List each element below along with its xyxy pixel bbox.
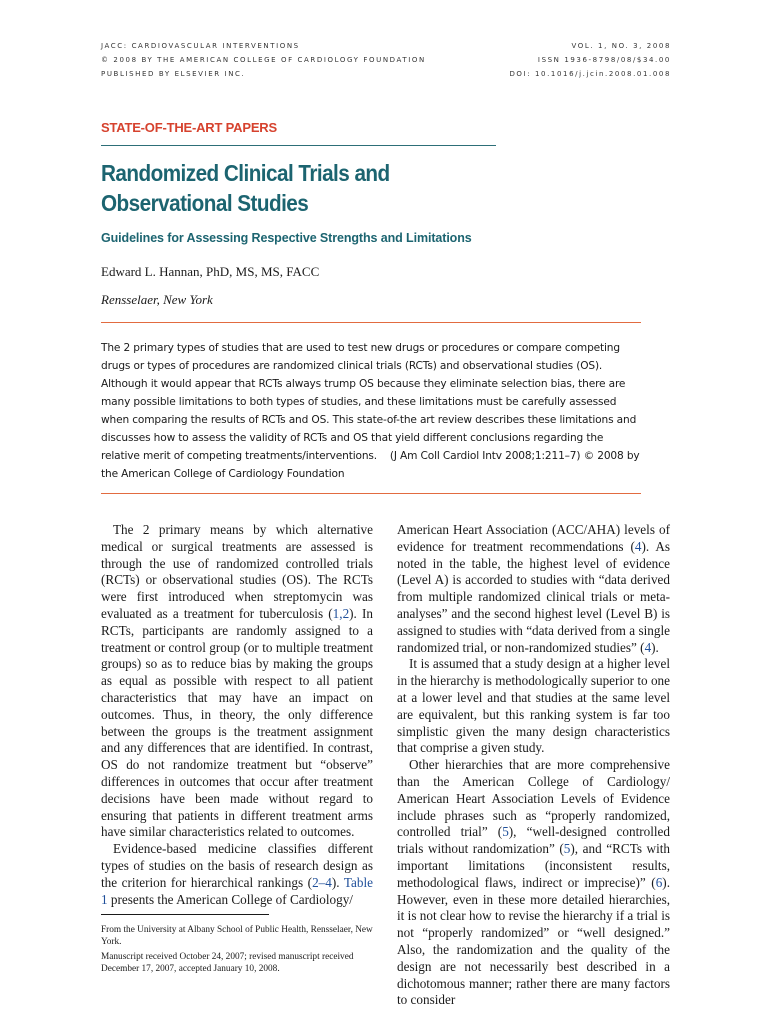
abstract-bottom-rule <box>101 493 641 494</box>
paragraph: The 2 primary means by which alternative medical or surgical treatments are assessed is through the use of randomized controlled trials (RCTs) or observational studies (OS). The RCTs were first introduced when streptomycin was evaluated as a treatment for tuberculosis (1,2). In RCTs, participants are randomly assigned to a treatment or control group (or to multiple treatment groups) so as to reduce bias by making the groups as equal as possible with respect to all patient characteristics that may have an impact on outcomes. Thus, in theory, the only difference between the groups is the treatment assignment and any differences that are identified. In contrast, OS do not randomize treatment but “observe” differences in outcomes that occur after treatment decisions have been made without regard to ensuring that patients in different treatment arms have similar characteristics related to outcomes. <box>101 522 373 840</box>
footnotes <box>101 924 373 978</box>
body-left-column <box>101 522 373 908</box>
table-link[interactable]: Table 1 <box>101 874 373 907</box>
doi-line: DOI: 10.1016/j.jcin.2008.01.008 <box>509 70 671 78</box>
journal-name: JACC: CARDIOVASCULAR INTERVENTIONS <box>101 42 300 50</box>
citation-link[interactable]: 2–4 <box>312 874 332 890</box>
affiliation: Rensselaer, New York <box>101 292 213 307</box>
article-title: Randomized Clinical Trials and Observational Studies <box>101 160 390 216</box>
citation-link[interactable]: 6 <box>655 874 663 890</box>
footnote-rule <box>101 914 269 915</box>
author-line: Edward L. Hannan, PhD, MS, MS, FACC <box>101 264 320 279</box>
citation-link[interactable]: 5 <box>502 824 509 840</box>
citation-link[interactable]: 4 <box>644 639 652 655</box>
citation-link[interactable]: 5 <box>563 841 571 857</box>
footnote-dates: Manuscript received October 24, 2007; revised manuscript received December 17, 2007, accepted January 10, 2008. <box>101 952 354 974</box>
paragraph: Other hierarchies that are more comprehensive than the American College of Cardiology/ American Heart Association Levels of Evidence include phrases such as “properly randomized, controlled trial” (5), “well-designed controlled trials without randomization” (5), and “RCTs with important limitations (inconsistent results, methodological flaws, indirect or imprecise)” (6). However, even in these more detailed hierarchies, it is not clear how to revise the hierarchy if a trial is not “properly randomized” or “well designed.” Also, the randomization and the quality of the design are not necessarily best described in a dichotomous manner; rather there are many factors to consider <box>397 757 670 1008</box>
citation-link[interactable]: 4 <box>634 538 642 554</box>
abstract-citation: (J Am Coll Cardiol Intv 2008;1:211–7) © 2008 by the American College of Cardiology Foundation <box>101 450 640 480</box>
abstract-top-rule <box>101 322 641 323</box>
citation-link[interactable]: 1,2 <box>332 605 350 621</box>
paragraph: American Heart Association (ACC/AHA) levels of evidence for treatment recommendations (4). As noted in the table, the highest level of evidence (Level A) is accorded to studies with “data derived from multiple randomized clinical trials or meta-analyses” and the second highest level (Level B) is assigned to studies with “data derived from a single randomized trial, or non-randomized studies” (4). <box>397 522 670 655</box>
article-subtitle: Guidelines for Assessing Respective Strengths and Limitations <box>101 231 472 245</box>
body-right-column <box>397 522 670 1009</box>
abstract <box>101 339 641 483</box>
volume-info: VOL. 1, NO. 3, 2008 <box>571 42 671 50</box>
footnote-institution: From the University at Albany School of Public Health, Rensselaer, New York. <box>101 925 373 947</box>
publisher-line: PUBLISHED BY ELSEVIER INC. <box>101 70 246 78</box>
abstract-text: The 2 primary types of studies that are used to test new drugs or procedures or compare competing drugs or types of procedures are randomized clinical trials (RCTs) and observational studies (OS). Although it would appear that RCTs always trump OS because they eliminate selection bias, there are many possible limitations to both types of studies, and these limitations must be carefully assessed when comparing the results of RCTs and OS. This state-of-the art review describes these limitations and discusses how to assess the validity of RCTs and OS that yield different conclusions regarding the relative merit of competing treatments/interventions. <box>101 342 637 462</box>
section-rule <box>101 145 496 146</box>
section-label: STATE-OF-THE-ART PAPERS <box>101 120 277 135</box>
paragraph: Evidence-based medicine classifies different types of studies on the basis of research design as the criterion for hierarchical rankings (2–4). Table 1 presents the American College of Cardiology/ <box>101 841 373 907</box>
copyright-line: © 2008 BY THE AMERICAN COLLEGE OF CARDIOLOGY FOUNDATION <box>101 56 426 64</box>
issn-line: ISSN 1936-8798/08/$34.00 <box>537 56 671 64</box>
paragraph: It is assumed that a study design at a higher level in the hierarchy is methodologically superior to one at a lower level and that studies at the same level are equivalent, but this ranking system is far too simplistic given the many design characteristics that comprise a given study. <box>397 656 670 756</box>
